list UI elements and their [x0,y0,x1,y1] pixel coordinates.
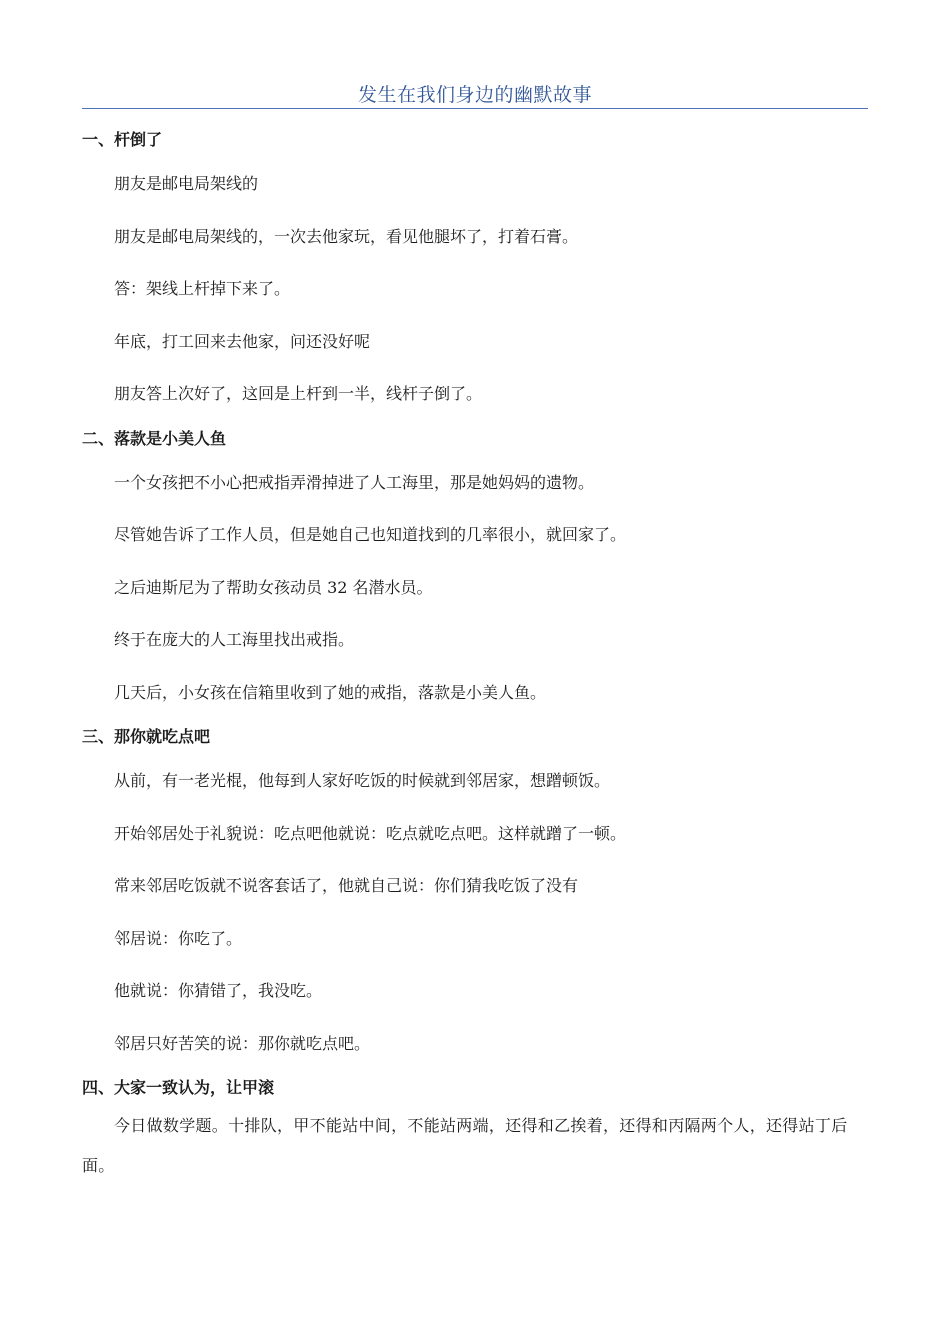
paragraph: 邻居说：你吃了。 [114,928,243,948]
section-1 [82,122,868,421]
section-3 [82,719,868,1070]
section-heading: 二、落款是小美人鱼 [82,428,227,448]
paragraph: 朋友是邮电局架线的 [114,174,259,193]
section-heading: 一、杆倒了 [82,130,163,149]
section-4 [82,1070,868,1186]
section-heading: 四、大家一致认为，让甲滚 [82,1078,275,1097]
paragraph: 邻居只好苦笑的说：那你就吃点吧。 [114,1033,371,1053]
section-heading: 三、那你就吃点吧 [82,727,211,746]
paragraph: 他就说：你猜错了，我没吃。 [114,981,323,1000]
title-underline [82,108,868,109]
paragraph: 今日做数学题。十排队，甲不能站中间，不能站两端，还得和乙挨着，还得和丙隔两个人，还得站丁后面。 [82,1116,848,1175]
paragraph: 年底，打工回来去他家，问还没好呢 [114,331,371,351]
paragraph: 几天后，小女孩在信箱里收到了她的戒指，落款是小美人鱼。 [114,682,547,702]
paragraph: 开始邻居处于礼貌说：吃点吧他就说：吃点就吃点吧。这样就蹭了一顿。 [114,823,627,843]
paragraph: 答：架线上杆掉下来了。 [114,279,291,298]
paragraph: 一个女孩把不小心把戒指弄滑掉进了人工海里，那是她妈妈的遗物。 [114,472,595,492]
section-2 [82,421,868,720]
paragraph: 从前，有一老光棍，他每到人家好吃饭的时候就到邻居家，想蹭顿饭。 [114,771,611,790]
paragraph: 常来邻居吃饭就不说客套话了，他就自己说：你们猜我吃饭了没有 [114,876,579,895]
paragraph: 朋友答上次好了，这回是上杆到一半，线杆子倒了。 [114,384,483,403]
document-body [82,122,868,1186]
paragraph: 尽管她告诉了工作人员，但是她自己也知道找到的几率很小，就回家了。 [114,525,627,544]
paragraph: 终于在庞大的人工海里找出戒指。 [114,630,355,649]
paragraph: 之后迪斯尼为了帮助女孩动员 32 名潜水员。 [114,577,433,597]
paragraph: 朋友是邮电局架线的，一次去他家玩，看见他腿坏了，打着石膏。 [114,226,579,246]
document-title: 发生在我们身边的幽默故事 [357,84,592,106]
